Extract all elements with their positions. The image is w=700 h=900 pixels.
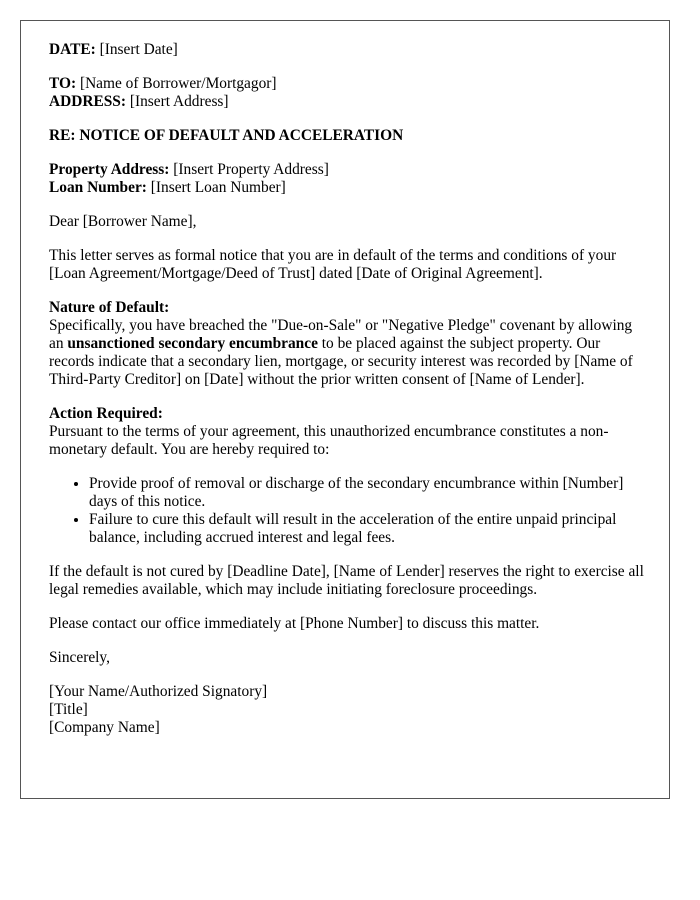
subject-text: RE: NOTICE OF DEFAULT AND ACCELERATION: [49, 127, 404, 144]
contact-paragraph: Please contact our office immediately at [Phone Number] to discuss this matter.: [49, 615, 540, 632]
recipient-block: [49, 75, 649, 111]
nature-text-bold: unsanctioned secondary encumbrance: [67, 335, 318, 352]
company-name: [Company Name]: [49, 719, 160, 736]
to-line: [49, 75, 649, 93]
to-value: [Name of Borrower/Mortgagor]: [76, 75, 277, 92]
subject-line: [49, 127, 649, 145]
signatory-name: [Your Name/Authorized Signatory]: [49, 683, 268, 700]
date-label: DATE:: [49, 41, 96, 58]
signature-block: [49, 683, 649, 737]
nature-heading-text: Nature of Default:: [49, 299, 170, 316]
date-value: [Insert Date]: [95, 41, 178, 58]
list-item: • Failure to cure this default will result in the acceleration of the entire unpaid principal balance, including accrued interest and legal fees.: [89, 511, 649, 547]
closing: Sincerely,: [49, 649, 110, 666]
to-label: TO:: [49, 75, 77, 92]
action-paragraph: Pursuant to the terms of your agreement, this unauthorized encumbrance constitutes a non-monetary default. You are hereby required to:: [49, 423, 609, 458]
remedy-paragraph: If the default is not cured by [Deadline Date], [Name of Lender] reserves the right to exercise all legal remedies available, which may include initiating foreclosure proceedings.: [49, 563, 644, 598]
property-address-label: Property Address:: [49, 161, 170, 178]
nature-paragraph: [49, 317, 633, 388]
property-block: [49, 161, 649, 197]
letter-document: [20, 20, 670, 799]
loan-number-label: Loan Number:: [49, 179, 147, 196]
action-heading: [49, 405, 649, 423]
nature-heading: [49, 299, 649, 317]
property-address-value: [Insert Property Address]: [169, 161, 329, 178]
address-label: ADDRESS:: [49, 93, 126, 110]
nature-text-before: Specifically, you have breached the "Due-on-Sale" or "Negative Pledge" covenant by allowing an: [49, 317, 633, 352]
property-address-line: [49, 161, 649, 179]
address-line: [49, 93, 649, 111]
nature-of-default-section: [49, 299, 649, 389]
salutation: Dear [Borrower Name],: [49, 213, 197, 230]
loan-number-value: [Insert Loan Number]: [146, 179, 286, 196]
action-required-section: [49, 405, 649, 459]
signatory-title: [Title]: [49, 701, 88, 718]
intro-paragraph: This letter serves as formal notice that you are in default of the terms and conditions of your [Loan Agreement/Mortgage/Deed of Trust] dated [Date of Original Agreement].: [49, 247, 617, 282]
loan-number-line: [49, 179, 649, 197]
action-bullet-list: [49, 475, 649, 547]
address-value: [Insert Address]: [125, 93, 229, 110]
nature-text-after: to be placed against the subject property. Our records indicate that a secondary lien, mortgage, or security interest was recorded by [Name of Third-Party Creditor] on [Date] without the prior written consent of [Name of Lender].: [49, 335, 633, 388]
date-line: [49, 41, 649, 59]
action-heading-text: Action Required:: [49, 405, 163, 422]
list-item: • Provide proof of removal or discharge of the secondary encumbrance within [Number] days of this notice.: [89, 475, 649, 511]
